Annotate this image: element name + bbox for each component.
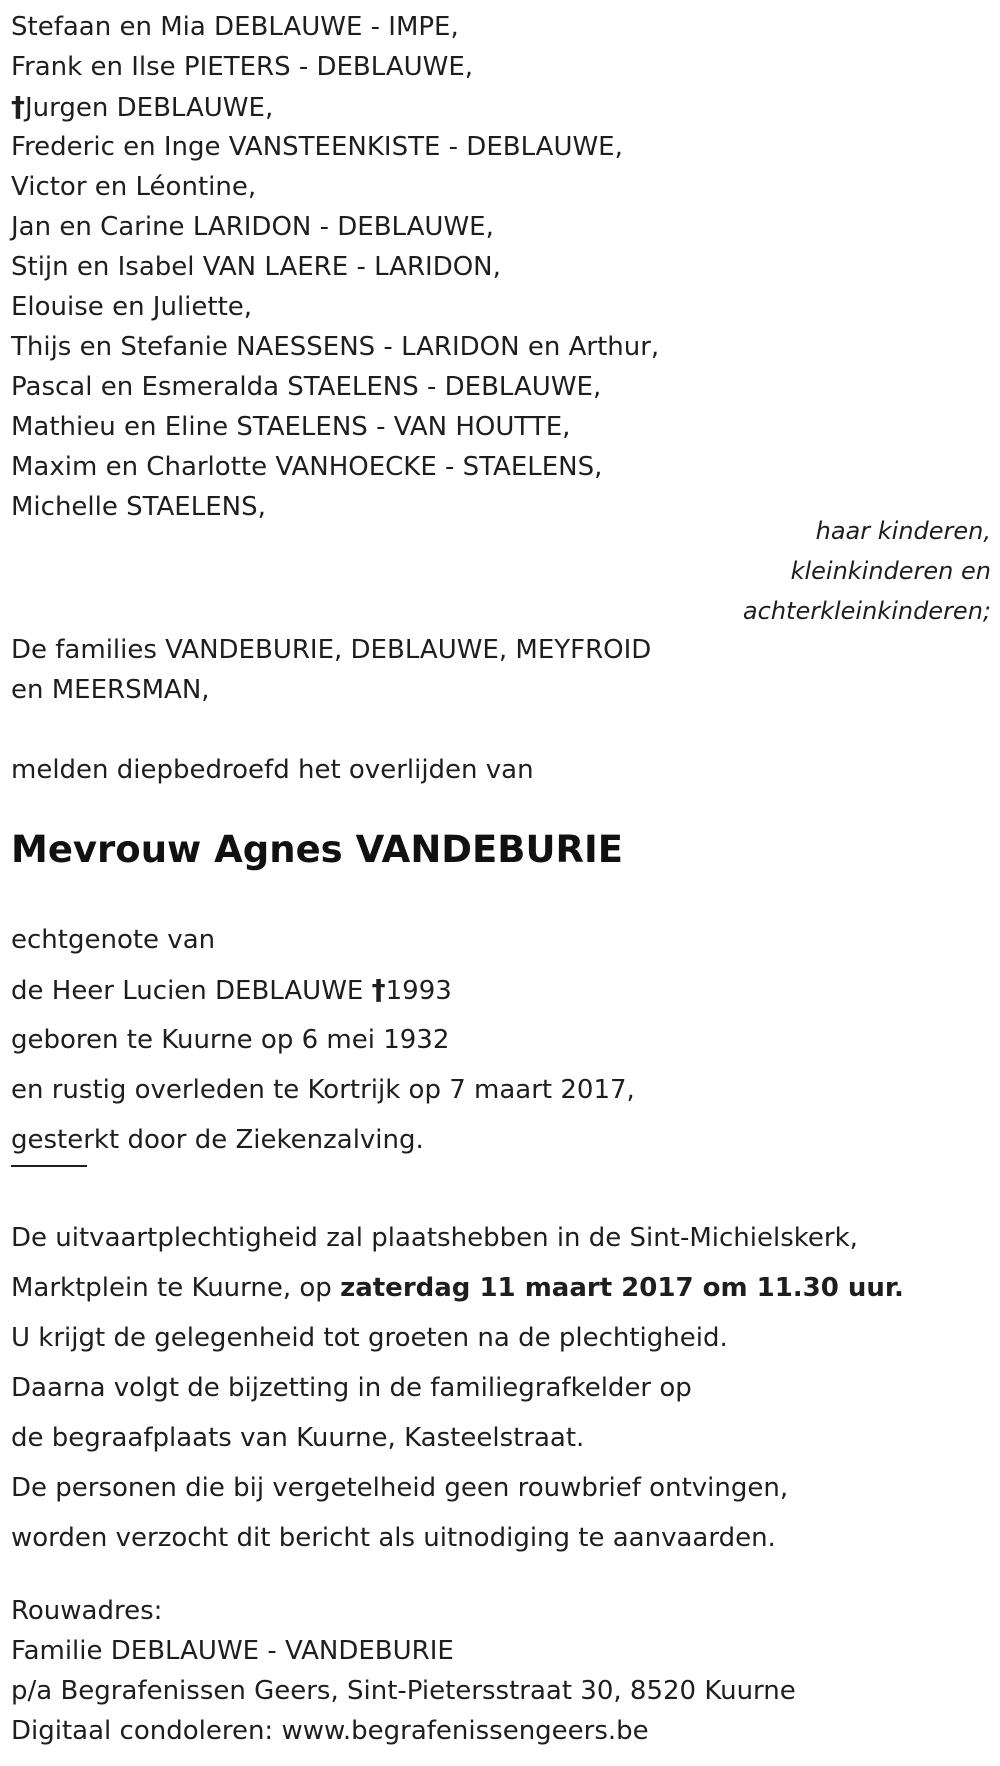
family-member: Mathieu en Eline STAELENS - VAN HOUTTE,	[11, 412, 571, 442]
family-member: Thijs en Stefanie NAESSENS - LARIDON en Arthur,	[11, 332, 660, 362]
family-member: Frederic en Inge VANSTEENKISTE - DEBLAUWE,	[11, 132, 623, 162]
funeral-line	[11, 1263, 904, 1313]
funeral-line: De personen die bij vergetelheid geen rouwbrief ontvingen,	[11, 1473, 789, 1503]
funeral-line: U krijgt de gelegenheid tot groeten na de plechtigheid.	[11, 1323, 728, 1353]
families-line: De families VANDEBURIE, DEBLAUWE, MEYFROID	[11, 635, 652, 665]
funeral-line: de begraafplaats van Kuurne, Kasteelstraat.	[11, 1423, 585, 1453]
condolence-label: Digitaal condoleren:	[11, 1716, 282, 1746]
death-line: en rustig overleden te Kortrijk op 7 maart 2017,	[11, 1075, 635, 1105]
family-member: Pascal en Esmeralda STAELENS - DEBLAUWE,	[11, 372, 602, 402]
deceased-bio	[11, 915, 635, 1165]
relation-line: haar kinderen,	[815, 517, 991, 545]
family-member-name: Jurgen DEBLAUWE,	[25, 93, 274, 123]
family-member: Stijn en Isabel VAN LAERE - LARIDON,	[11, 252, 501, 282]
funeral-location: Marktplein te Kuurne, op	[11, 1273, 341, 1303]
sacrament-line: gesterkt door de Ziekenzalving.	[11, 1125, 424, 1155]
address-street: p/a Begrafenissen Geers, Sint-Pietersstraat 30, 8520 Kuurne	[11, 1676, 796, 1706]
birth-line: geboren te Kuurne op 6 mei 1932	[11, 1025, 450, 1055]
condolence-link[interactable]: www.begrafenissengeers.be	[281, 1716, 649, 1746]
cross-icon: †	[11, 90, 25, 123]
family-members-list	[11, 7, 659, 527]
family-member: Michelle STAELENS,	[11, 492, 266, 522]
spouse-name: de Heer Lucien DEBLAUWE	[11, 976, 364, 1006]
separator-line	[11, 1165, 87, 1167]
condolence-line	[11, 1711, 796, 1751]
address-label: Rouwadres:	[11, 1596, 163, 1626]
relation-line: achterkleinkinderen;	[742, 597, 991, 625]
announcement-text: melden diepbedroefd het overlijden van	[11, 755, 534, 785]
relation-line: kleinkinderen en	[790, 557, 991, 585]
funeral-details	[11, 1213, 904, 1563]
families-line: en MEERSMAN,	[11, 675, 210, 705]
family-member: Frank en Ilse PIETERS - DEBLAUWE,	[11, 52, 474, 82]
family-member: Elouise en Juliette,	[11, 292, 253, 322]
address-family: Familie DEBLAUWE - VANDEBURIE	[11, 1636, 454, 1666]
family-member: Jan en Carine LARIDON - DEBLAUWE,	[11, 212, 494, 242]
family-member: Victor en Léontine,	[11, 172, 257, 202]
spouse-death-year: 1993	[385, 976, 452, 1006]
funeral-line: worden verzocht dit bericht als uitnodiging te aanvaarden.	[11, 1523, 776, 1553]
relation-caption	[591, 511, 991, 631]
funeral-line: Daarna volgt de bijzetting in de familiegrafkelder op	[11, 1373, 692, 1403]
funeral-line: De uitvaartplechtigheid zal plaatshebben in de Sint-Michielskerk,	[11, 1223, 858, 1253]
spouse-line	[11, 965, 635, 1015]
spouse-intro: echtgenote van	[11, 925, 216, 955]
family-member: Maxim en Charlotte VANHOECKE - STAELENS,	[11, 452, 603, 482]
funeral-datetime: zaterdag 11 maart 2017 om 11.30 uur.	[340, 1273, 904, 1303]
mourning-address	[11, 1591, 796, 1751]
family-member	[11, 87, 659, 127]
cross-icon: †	[371, 973, 386, 1006]
deceased-name: Mevrouw Agnes VANDEBURIE	[11, 828, 624, 871]
families-block	[11, 630, 651, 710]
family-member: Stefaan en Mia DEBLAUWE - IMPE,	[11, 12, 459, 42]
